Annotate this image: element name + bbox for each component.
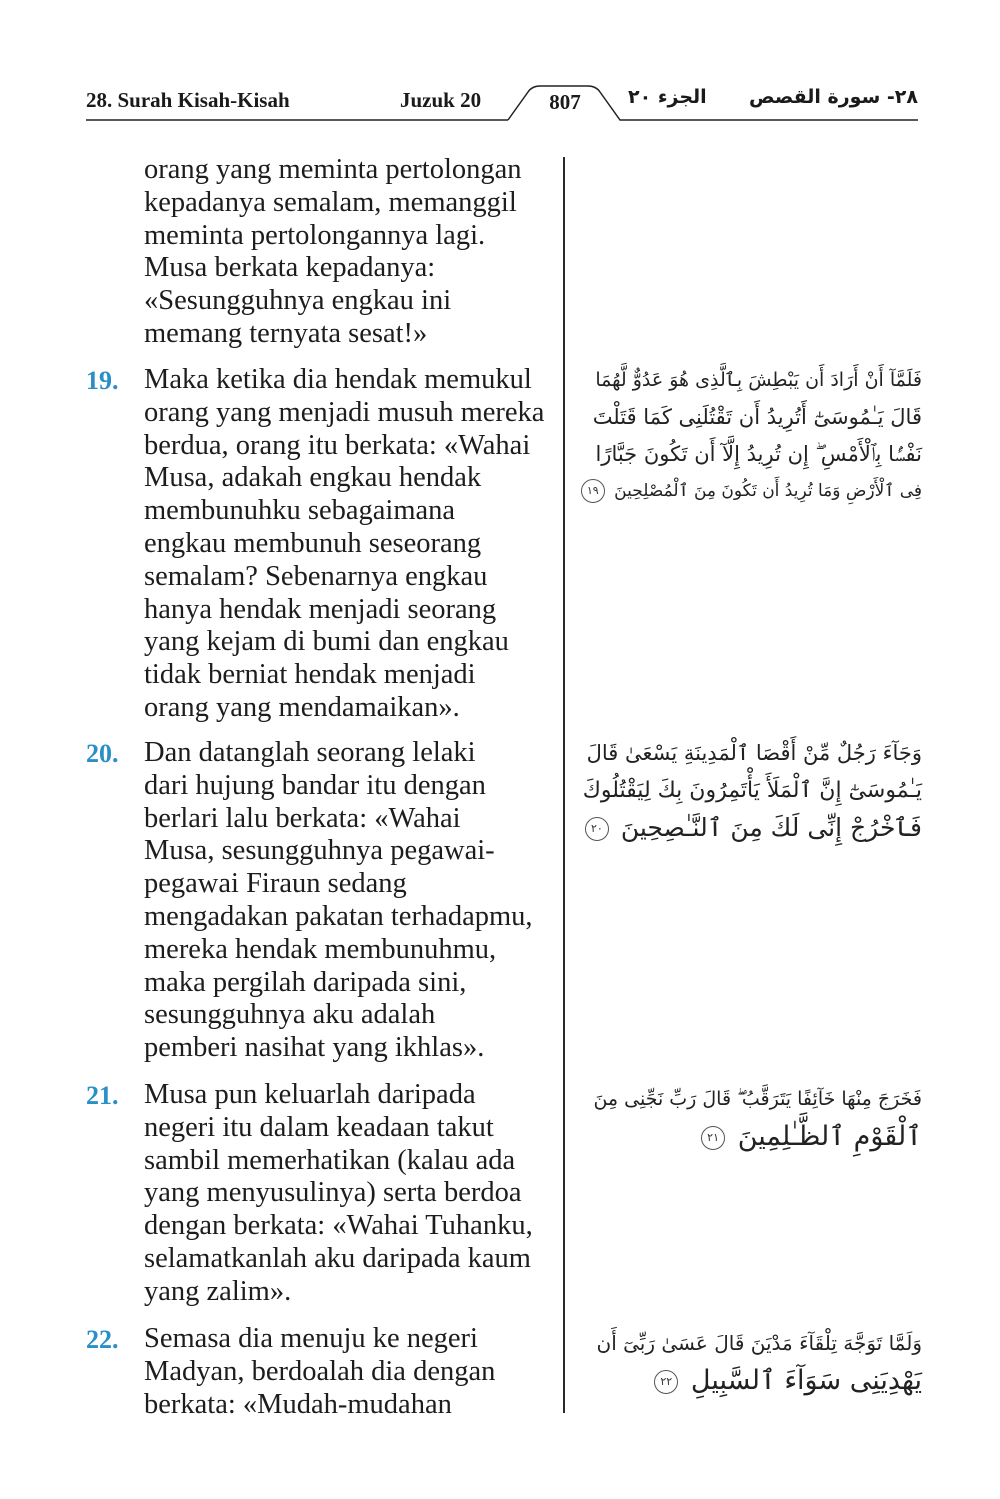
- arabic-line: قَالَ يَـٰمُوسَىٰٓ أَتُرِيدُ أَن تَقْتُلَنِى كَمَا قَتَلْتَ: [592, 405, 922, 429]
- verse-20-arabic: [582, 735, 922, 846]
- text-line: yang kejam di bumi dan engkau: [144, 626, 509, 658]
- text-line: orang yang mendamaikan».: [144, 691, 460, 723]
- ayah-end-marker-icon: ٢٠: [585, 817, 609, 841]
- arabic-line: فَخَرَجَ مِنْهَا خَآئِفًا يَتَرَقَّبُ ۖ قَالَ رَبِّ نَجِّنِى مِنَ: [593, 1088, 922, 1110]
- text-line: «Sesungguhnya engkau ini: [144, 285, 452, 317]
- text-line: mereka hendak membunuhmu,: [144, 933, 497, 965]
- verse-21-arabic: [582, 1081, 922, 1155]
- page-header: [0, 0, 1000, 130]
- continuation-text: [144, 154, 564, 351]
- text-line: memang ternyata sesat!»: [144, 317, 428, 349]
- text-line: mengadakan pakatan terhadapmu,: [144, 900, 533, 932]
- verse-text: [144, 364, 564, 725]
- verse-text: [144, 1323, 564, 1421]
- text-line: engkau membunuh seseorang: [144, 527, 482, 559]
- arabic-text: يَهْدِيَنِى سَوَآءَ ٱلسَّبِيلِ: [690, 1365, 922, 1396]
- text-line: dengan berkata: «Wahai Tuhanku,: [144, 1210, 533, 1242]
- verse-number: 22.: [86, 1325, 119, 1354]
- arabic-line: نَفْسًۢا بِٱلْأَمْسِ ۖ إِن تُرِيدُ إِلَّآ أَن تَكُونَ جَبَّارًا: [595, 442, 922, 466]
- arabic-line: وَجَآءَ رَجُلٌ مِّنْ أَقْصَا ٱلْمَدِينَةِ يَسْعَىٰ قَالَ: [586, 741, 922, 765]
- arabic-text: فِى ٱلْأَرْضِ وَمَا تُرِيدُ أَن تَكُونَ مِنَ ٱلْمُصْلِحِينَ: [614, 481, 922, 501]
- text-line: Musa, adakah engkau hendak: [144, 462, 482, 494]
- verse-22-arabic: [582, 1325, 922, 1399]
- text-line: berdua, orang itu berkata: «Wahai: [144, 429, 531, 461]
- ayah-end-marker-icon: ١٩: [581, 479, 605, 503]
- text-line: kepadanya semalam, memanggil: [144, 186, 517, 218]
- verse-number: 19.: [86, 366, 119, 395]
- text-line: meminta pertolongannya lagi.: [144, 219, 486, 251]
- text-line: sesungguhnya aku adalah: [144, 999, 436, 1031]
- verse-number: 20.: [86, 739, 119, 768]
- arabic-text: فَٱخْرُجْ إِنِّى لَكَ مِنَ ٱلنَّـٰصِحِينَ: [620, 813, 922, 842]
- text-line: orang yang menjadi musuh mereka: [144, 396, 545, 428]
- page-number: 807: [549, 90, 581, 114]
- surah-title-arabic: ٢٨- سورة القصص: [748, 86, 918, 108]
- surah-title-latin: 28. Surah Kisah-Kisah: [86, 88, 290, 112]
- juz-label-latin: Juzuk 20: [400, 88, 482, 112]
- arabic-line: فَلَمَّآ أَنْ أَرَادَ أَن يَبْطِشَ بِٱلَّذِى هُوَ عَدُوٌّ لَّهُمَا: [595, 369, 922, 391]
- header-rule: [0, 0, 1000, 130]
- text-line: Semasa dia menuju ke negeri: [144, 1323, 478, 1354]
- text-line: hanya hendak menjadi seorang: [144, 593, 497, 625]
- ayah-end-marker-icon: ٢١: [701, 1126, 725, 1150]
- text-line: orang yang meminta pertolongan: [144, 154, 522, 185]
- text-line: semalam? Sebenarnya engkau: [144, 560, 488, 592]
- text-line: Musa, sesungguhnya pegawai-: [144, 835, 495, 867]
- text-line: berlari lalu berkata: «Wahai: [144, 802, 461, 834]
- text-line: selamatkanlah aku daripada kaum: [144, 1242, 531, 1274]
- verse-text: [144, 737, 564, 1065]
- arabic-line: [582, 809, 922, 846]
- arabic-line: وَلَمَّا تَوَجَّهَ تِلْقَآءَ مَدْيَنَ قَالَ عَسَىٰ رَبِّىٓ أَن: [596, 1331, 922, 1355]
- text-line: dari hujung bandar itu dengan: [144, 769, 486, 801]
- text-line: tidak berniat hendak menjadi: [144, 659, 476, 691]
- arabic-line: [582, 473, 922, 510]
- text-line: Musa berkata kepadanya:: [144, 252, 436, 284]
- text-line: Maka ketika dia hendak memukul: [144, 364, 532, 395]
- text-line: negeri itu dalam keadaan takut: [144, 1111, 494, 1143]
- text-line: pemberi nasihat yang ikhlas».: [144, 1032, 485, 1064]
- text-line: membunuhku sebagaimana: [144, 495, 456, 527]
- text-line: sambil memerhatikan (kalau ada: [144, 1144, 516, 1176]
- text-line: yang menyusulinya) serta berdoa: [144, 1177, 522, 1209]
- text-line: Musa pun keluarlah daripada: [144, 1079, 476, 1110]
- text-line: pegawai Firaun sedang: [144, 868, 407, 900]
- arabic-line: يَـٰمُوسَىٰٓ إِنَّ ٱلْمَلَأَ يَأْتَمِرُونَ بِكَ لِيَقْتُلُوكَ: [582, 778, 922, 803]
- text-line: Dan datanglah seorang lelaki: [144, 737, 476, 768]
- verse-19-arabic: [582, 362, 922, 510]
- arabic-text: ٱلْقَوْمِ ٱلظَّـٰلِمِينَ: [737, 1121, 922, 1152]
- text-line: yang zalim».: [144, 1275, 292, 1307]
- arabic-line: [582, 1362, 922, 1399]
- verse-text: [144, 1079, 564, 1309]
- text-line: Madyan, berdoalah dia dengan: [144, 1355, 496, 1387]
- text-line: maka pergilah daripada sini,: [144, 966, 467, 998]
- text-line: berkata: «Mudah-mudahan: [144, 1388, 452, 1420]
- ayah-end-marker-icon: ٢٢: [654, 1370, 678, 1394]
- juz-label-arabic: الجزء ٢٠: [628, 86, 707, 108]
- arabic-line: [582, 1118, 922, 1155]
- verse-number: 21.: [86, 1081, 119, 1110]
